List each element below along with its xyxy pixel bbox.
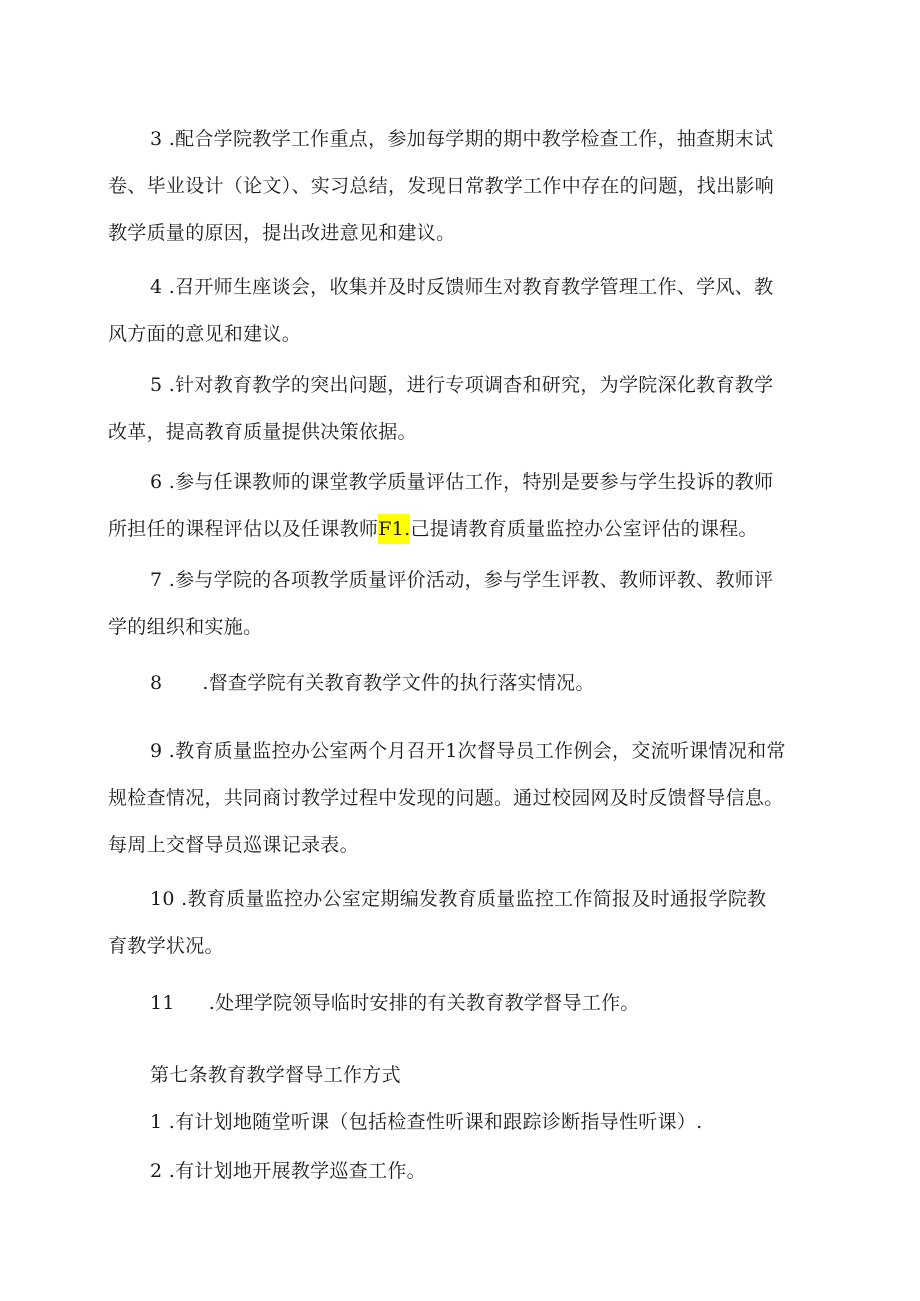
text-line: 育教学状况。 [108,935,224,957]
text-line [108,660,820,707]
text-line: 第七条教育教学督导工作方式 [150,1064,401,1086]
text-line [108,980,820,1027]
text-line [108,506,820,553]
text-line: 5 .针对教育教学的突出问题，进行专项调杳和研究，为学院深化教育教学 [150,374,774,396]
text-line: 7 .参与学院的各项教学质量评价活动，参与学生评教、教师评教、教师评 [150,569,774,591]
item-text: .督查学院有关教育教学文件的执行落实情况。 [202,672,595,694]
text-line: 2 .有计划地开展教学巡查工作。 [150,1160,426,1182]
paragraph-item-10 [108,876,820,970]
text-segment: 所担任的课程评估以及任课教师 [108,518,379,540]
paragraph-method-2 [108,1148,820,1195]
text-line: 10 .教育质量监控办公室定期编发教育质量监控工作简报及时通报学院教 [150,888,767,910]
item-number: 11 [150,992,175,1014]
section-heading [108,1052,820,1099]
text-line: 4 .召开师生座谈会，收集并及时反馈师生对教育教学管理工作、学风、教 [150,276,774,298]
paragraph-item-5 [108,362,820,456]
paragraph-item-4 [108,264,820,358]
text-line: 6 .参与任课教师的课堂教学质量评估工作，特别是要参与学生投诉的教师 [150,471,774,493]
text-line: 学的组织和实施。 [108,616,263,638]
text-line: 卷、毕业设计（论文）、实习总结，发现日常教学工作中存在的问题，找出影响 [108,175,775,197]
text-line: 规检查情况，共同商讨教学过程中发现的问题。通过校园网及时反馈督导信息。 [108,787,784,809]
paragraph-item-11 [108,980,820,1027]
paragraph-item-8 [108,660,820,707]
text-line: 风方面的意见和建议。 [108,323,302,345]
paragraph-item-6 [108,459,820,553]
paragraph-method-1 [108,1099,820,1146]
text-line: 1 .有计划地随堂听课（包括检查性听课和跟踪诊断指导性听课）. [150,1111,703,1133]
item-number: 8 [150,672,163,694]
text-segment: 己提请教育质量监控办公室评估的课程。 [410,518,758,540]
highlighted-text: F1. [378,514,410,544]
paragraph-item-3 [108,116,820,257]
text-line: 改革，提高教育质量提供决策依据。 [108,421,417,443]
text-line: 9 .教育质量监控办公室两个月召开1次督导员工作例会，交流听课情况和常 [150,740,786,762]
paragraph-item-9 [108,728,820,869]
text-line: 3 .配合学院教学工作重点，参加每学期的期中教学检查工作，抽查期末试 [150,128,774,150]
text-line: 每周上交督导员巡课记录表。 [108,834,359,856]
paragraph-item-7 [108,557,820,651]
item-text: .处理学院领导临时安排的有关教育教学督导工作。 [208,992,640,1014]
text-line: 教学质量的原因，提出改进意见和建议。 [108,222,456,244]
